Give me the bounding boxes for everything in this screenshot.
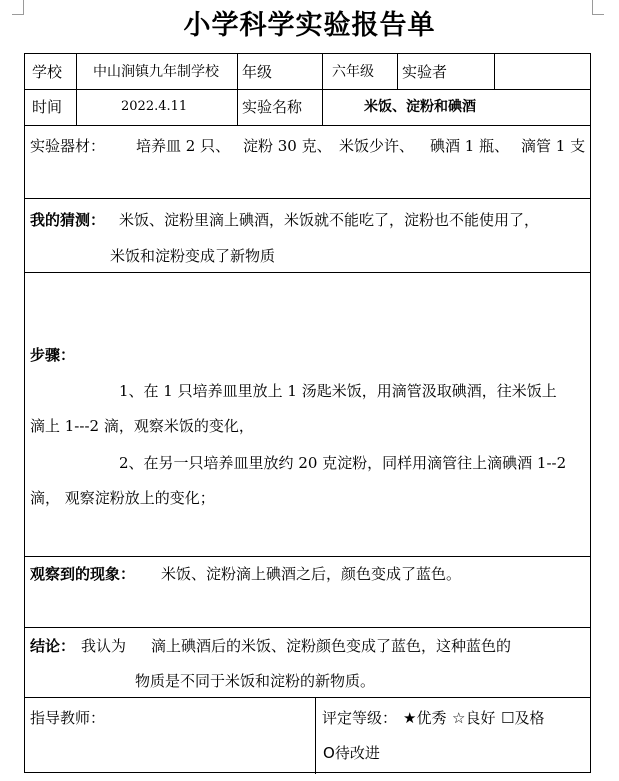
row-divider <box>25 697 590 698</box>
step1-line2: 滴上 1---2 滴，观察米饭的变化， <box>30 417 254 435</box>
row-divider <box>25 198 590 199</box>
grade-label: 年级 <box>242 63 273 81</box>
conclusion-line1: 滴上碘酒后的米饭、淀粉颜色变成了蓝色，这种蓝色的 <box>151 637 512 655</box>
rating-label: 评定等级： <box>322 709 398 727</box>
rating-option-improve[interactable] <box>323 743 380 764</box>
col-divider <box>494 54 495 89</box>
conclusion-line2: 物质是不同于米饭和淀粉的新物质。 <box>135 672 376 690</box>
rating-option-label: 待改进 <box>334 744 380 762</box>
observation-label: 观察到的现象： <box>30 565 136 583</box>
report-table <box>24 53 591 773</box>
time-value: 2022.4.11 <box>121 99 188 114</box>
rating-option-label: 及格 <box>514 709 545 727</box>
step1-line1: 1、在 1 只培养皿里放上 1 汤匙米饭，用滴管汲取碘酒，往米饭上 <box>119 382 557 400</box>
step2-line1: 2、在另一只培养皿里放约 20 克淀粉，同样用滴管往上滴碘酒 1--2 <box>119 454 567 472</box>
observation-text: 米饭、淀粉滴上碘酒之后，颜色变成了蓝色。 <box>161 565 462 583</box>
teacher-label: 指导教师： <box>30 709 106 727</box>
material-item: 淀粉 30 克、 <box>243 137 332 155</box>
rating-option-good[interactable] <box>452 708 495 729</box>
circle-icon: O <box>323 744 335 762</box>
steps-label: 步骤： <box>30 346 76 364</box>
star-filled-icon: ★ <box>403 709 417 727</box>
guess-label: 我的猜测： <box>30 211 106 229</box>
rating-option-label: 优秀 <box>416 709 447 727</box>
grade-value: 六年级 <box>332 64 374 80</box>
step2-line2: 滴， 观察淀粉放上的变化； <box>30 489 215 507</box>
material-item: 米饭少许、 <box>339 137 415 155</box>
guess-text-line1: 米饭、淀粉里滴上碘酒，米饭就不能吃了，淀粉也不能使用了， <box>119 211 540 229</box>
experiment-name-label: 实验名称 <box>242 98 303 116</box>
materials-label: 实验器材： <box>30 137 106 155</box>
conclusion-label: 结论： <box>30 637 76 655</box>
page-title: 小学科学实验报告单 <box>183 10 436 41</box>
col-divider <box>397 54 398 89</box>
material-item: 滴管 1 支 <box>521 137 586 155</box>
col-divider <box>315 697 316 774</box>
col-divider <box>76 54 77 125</box>
rating-option-label: 良好 <box>465 709 496 727</box>
row-divider <box>25 125 590 126</box>
time-label: 时间 <box>32 98 63 116</box>
conclusion-prefix: 我认为 <box>81 637 127 655</box>
rating-option-pass[interactable] <box>501 708 544 729</box>
row-divider <box>25 89 590 90</box>
row-divider <box>25 627 590 628</box>
rating-option-excellent[interactable] <box>403 708 446 729</box>
star-outline-icon: ☆ <box>452 709 466 727</box>
col-divider <box>237 54 238 125</box>
experiment-name-value: 米饭、淀粉和碘酒 <box>364 99 476 115</box>
col-divider <box>322 54 323 89</box>
material-item: 碘酒 1 瓶、 <box>430 137 510 155</box>
guess-text-line2: 米饭和淀粉变成了新物质 <box>110 247 276 265</box>
experimenter-label: 实验者 <box>402 63 448 81</box>
checkbox-icon: ☐ <box>501 709 515 727</box>
col-divider <box>322 89 323 125</box>
row-divider <box>25 556 590 557</box>
school-label: 学校 <box>32 63 63 81</box>
school-value: 中山涧镇九年制学校 <box>93 64 219 80</box>
row-divider <box>25 272 590 273</box>
material-item: 培养皿 2 只、 <box>136 137 231 155</box>
